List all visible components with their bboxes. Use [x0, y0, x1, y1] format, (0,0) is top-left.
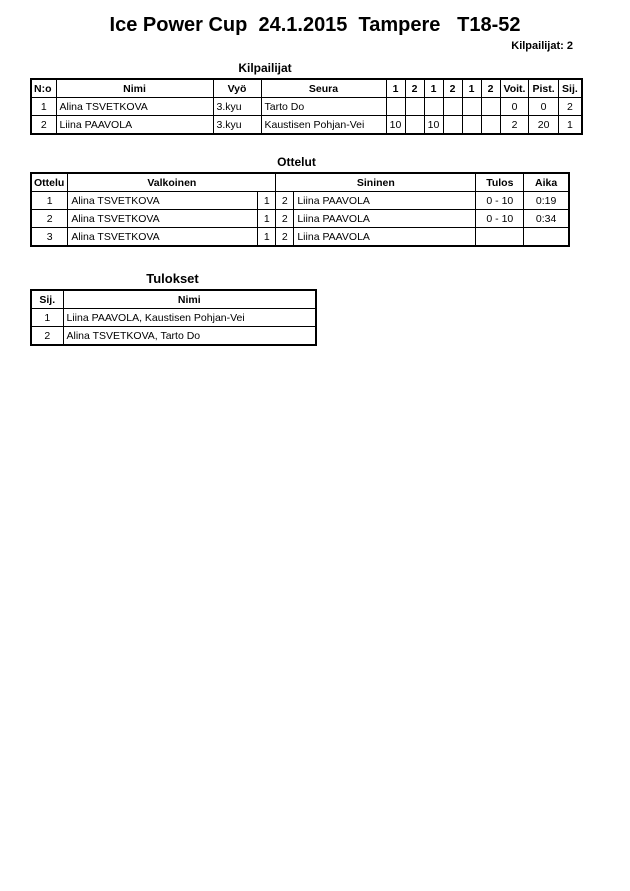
- cell-pist: 20: [529, 116, 558, 135]
- header-score-5: 1: [462, 79, 481, 98]
- ottelut-table: [30, 172, 570, 247]
- cell-nimi: Liina PAAVOLA: [56, 116, 213, 135]
- cell-valkoinen: Alina TSVETKOVA: [68, 228, 258, 247]
- header-score-2: 2: [405, 79, 424, 98]
- cell-no: 2: [31, 116, 56, 135]
- header-nimi: Nimi: [56, 79, 213, 98]
- cell-score-1: 10: [386, 116, 405, 135]
- cell-sij: 2: [558, 98, 582, 116]
- cell-voit: 0: [500, 98, 529, 116]
- cell-corner-1: 1: [258, 228, 276, 247]
- cell-tulos: 0 - 10: [476, 210, 524, 228]
- cell-score-6: [481, 116, 500, 135]
- header-vyo: Vyö: [213, 79, 261, 98]
- tulokset-header-row: [31, 290, 316, 309]
- cell-nimi: Alina TSVETKOVA: [56, 98, 213, 116]
- header-aika: Aika: [524, 173, 569, 192]
- tulokset-table: [30, 289, 317, 346]
- tulokset-heading: Tulokset: [146, 271, 199, 286]
- cell-corner-2: 2: [276, 210, 294, 228]
- cell-score-3: 10: [424, 116, 443, 135]
- table-row: [31, 309, 316, 327]
- table-row: [31, 116, 582, 135]
- cell-ottelu: 2: [31, 210, 68, 228]
- cell-ottelu: 1: [31, 192, 68, 210]
- table-row: [31, 228, 569, 247]
- cell-no: 1: [31, 98, 56, 116]
- cell-sininen: Liina PAAVOLA: [294, 192, 476, 210]
- competitors-count: Kilpailijat: 2: [511, 40, 573, 52]
- cell-voit: 2: [500, 116, 529, 135]
- header-score-6: 2: [481, 79, 500, 98]
- kilpailijat-header-row: [31, 79, 582, 98]
- cell-nimi: Liina PAAVOLA, Kaustisen Pohjan-Vei: [63, 309, 316, 327]
- header-score-4: 2: [443, 79, 462, 98]
- header-no: N:o: [31, 79, 56, 98]
- header-tulos: Tulos: [476, 173, 524, 192]
- header-sininen: Sininen: [276, 173, 476, 192]
- header-score-1: 1: [386, 79, 405, 98]
- page-title: Ice Power Cup 24.1.2015 Tampere T18-52: [109, 14, 521, 36]
- header-voit: Voit.: [500, 79, 529, 98]
- cell-score-4: [443, 116, 462, 135]
- cell-sij: 1: [558, 116, 582, 135]
- cell-score-2: [405, 116, 424, 135]
- header-valkoinen: Valkoinen: [68, 173, 276, 192]
- header-sij: Sij.: [558, 79, 582, 98]
- table-row: [31, 192, 569, 210]
- header-sij: Sij.: [31, 290, 63, 309]
- cell-aika: [524, 228, 569, 247]
- cell-nimi: Alina TSVETKOVA, Tarto Do: [63, 327, 316, 346]
- cell-sininen: Liina PAAVOLA: [294, 228, 476, 247]
- cell-corner-1: 1: [258, 192, 276, 210]
- cell-tulos: 0 - 10: [476, 192, 524, 210]
- header-nimi: Nimi: [63, 290, 316, 309]
- header-pist: Pist.: [529, 79, 558, 98]
- cell-vyo: 3.kyu: [213, 98, 261, 116]
- cell-score-1: [386, 98, 405, 116]
- cell-score-5: [462, 116, 481, 135]
- cell-pist: 0: [529, 98, 558, 116]
- cell-aika: 0:19: [524, 192, 569, 210]
- cell-corner-1: 1: [258, 210, 276, 228]
- ottelut-header-row: [31, 173, 569, 192]
- cell-ottelu: 3: [31, 228, 68, 247]
- cell-score-4: [443, 98, 462, 116]
- header-seura: Seura: [261, 79, 386, 98]
- kilpailijat-table: [30, 78, 583, 135]
- cell-vyo: 3.kyu: [213, 116, 261, 135]
- cell-corner-2: 2: [276, 228, 294, 247]
- cell-corner-2: 2: [276, 192, 294, 210]
- cell-seura: Kaustisen Pohjan-Vei: [261, 116, 386, 135]
- cell-seura: Tarto Do: [261, 98, 386, 116]
- cell-valkoinen: Alina TSVETKOVA: [68, 192, 258, 210]
- table-row: [31, 98, 582, 116]
- header-ottelu: Ottelu: [31, 173, 68, 192]
- cell-tulos: [476, 228, 524, 247]
- cell-sininen: Liina PAAVOLA: [294, 210, 476, 228]
- cell-score-3: [424, 98, 443, 116]
- header-score-3: 1: [424, 79, 443, 98]
- cell-sij: 2: [31, 327, 63, 346]
- table-row: [31, 327, 316, 346]
- ottelut-heading: Ottelut: [277, 155, 316, 169]
- cell-sij: 1: [31, 309, 63, 327]
- cell-score-2: [405, 98, 424, 116]
- cell-score-6: [481, 98, 500, 116]
- cell-score-5: [462, 98, 481, 116]
- cell-valkoinen: Alina TSVETKOVA: [68, 210, 258, 228]
- kilpailijat-heading: Kilpailijat: [238, 61, 292, 75]
- cell-aika: 0:34: [524, 210, 569, 228]
- table-row: [31, 210, 569, 228]
